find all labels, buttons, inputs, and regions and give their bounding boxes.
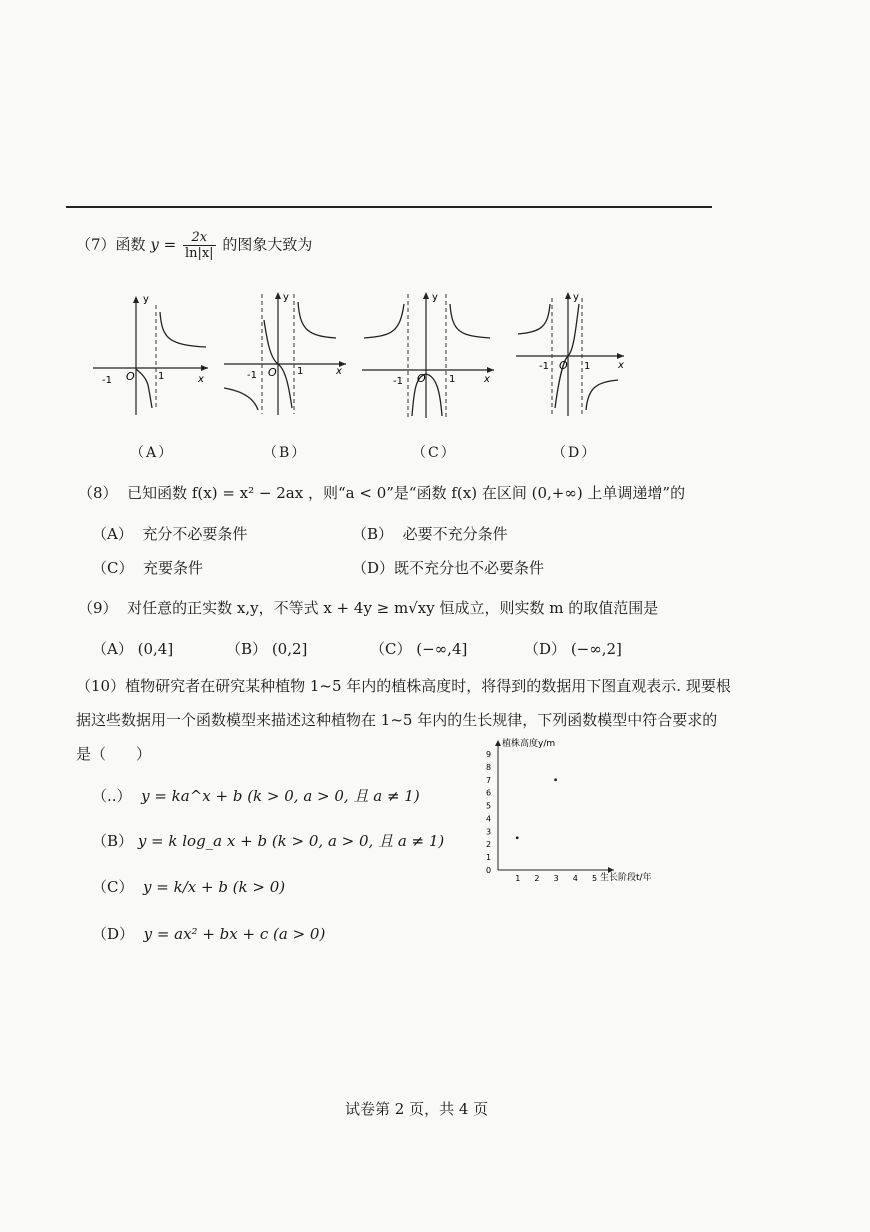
question-8-stem: （8） 已知函数 f(x) = x² − 2ax ，则“a < 0”是“函数 f(x) 在区间 (0,+∞) 上单调递增”的 — [78, 484, 686, 502]
caption-d: （D） — [552, 445, 598, 461]
q10-option-d: （D） y = ax² + bx + c (a > 0) — [92, 925, 326, 943]
q8-option-c: （C） 充要条件 — [92, 559, 204, 577]
chart-point — [554, 778, 557, 781]
caption-a: （A） — [130, 445, 175, 461]
chart-y-tick: 0 — [486, 866, 492, 875]
fraction: $\frac{2x}{\ln|x|}$ — [184, 230, 214, 261]
chart-x-tick: 3 — [553, 874, 559, 883]
graph-d — [512, 290, 632, 420]
svg-text:x: x — [618, 360, 624, 371]
caption-c: （C） — [412, 445, 457, 461]
question-10-line3: 是（ ） — [76, 745, 152, 763]
chart-x-label: 生长阶段t/年 — [600, 873, 652, 883]
x-axis-label: x — [198, 374, 204, 385]
svg-text:1: 1 — [449, 374, 456, 385]
svg-text:1: 1 — [584, 361, 591, 372]
question-7-stem: （7）函数 y = $\frac{2x}{\ln|x|}$ 的图象大致为 — [76, 230, 313, 261]
chart-y-tick: 9 — [486, 750, 492, 759]
chart-point — [516, 836, 519, 839]
chart-y-tick: 5 — [486, 801, 492, 811]
svg-text:O: O — [268, 366, 277, 379]
svg-text:-1: -1 — [102, 375, 112, 386]
graph-b — [222, 290, 352, 415]
chart-y-tick: 1 — [486, 853, 492, 863]
chart-y-tick: 2 — [486, 840, 492, 850]
svg-text:-1: -1 — [247, 370, 257, 381]
q10-option-b: （B） y = k log_a x + b (k > 0, a > 0, 且 a ≠ 1) — [92, 832, 445, 850]
chart-y-tick: 3 — [486, 827, 492, 837]
svg-text:1: 1 — [158, 371, 165, 382]
svg-text:-1: -1 — [393, 376, 403, 387]
graph-c — [360, 290, 500, 420]
chart-x-tick: 2 — [534, 874, 540, 883]
chart-x-tick: 1 — [515, 874, 521, 883]
question-9-stem: （9） 对任意的正实数 x,y，不等式 x + 4y ≥ m√xy 恒成立，则实数 m 的取值范围是 — [78, 599, 659, 617]
q9-option-a: （A） (0,4] — [92, 640, 174, 658]
q8-option-b: （B） 必要不充分条件 — [352, 525, 508, 543]
svg-text:O: O — [559, 359, 568, 372]
y-axis-label: y — [143, 294, 149, 305]
chart-y-label: 植株高度y/m — [502, 739, 556, 749]
header-rule — [66, 206, 712, 208]
svg-text:y: y — [432, 292, 438, 303]
chart-y-tick: 6 — [486, 788, 492, 798]
chart-y-tick: 4 — [486, 814, 492, 824]
question-number: （7） — [76, 235, 116, 254]
svg-text:x: x — [484, 374, 490, 385]
chart-y-tick: 8 — [486, 762, 492, 772]
q9-option-c: （C） (−∞,4] — [370, 640, 468, 658]
q8-option-d: （D）既不充分也不必要条件 — [352, 559, 545, 577]
question-10-line1: （10）植物研究者在研究某种植物 1~5 年内的植株高度时，将得到的数据用下图直观表示. 现要根 — [76, 677, 731, 695]
q10-option-a: （..） y = ka^x + b (k > 0, a > 0, 且 a ≠ 1) — [92, 787, 420, 805]
svg-text:-1: -1 — [539, 361, 549, 372]
chart-y-arrow — [495, 740, 501, 746]
chart-x-tick: 5 — [592, 874, 598, 883]
svg-text:O: O — [126, 370, 135, 383]
q9-option-b: （B） (0,2] — [226, 640, 308, 658]
svg-text:y: y — [573, 292, 579, 303]
q8-option-a: （A） 充分不必要条件 — [92, 525, 248, 543]
svg-text:O: O — [417, 372, 426, 385]
plant-height-chart — [478, 730, 668, 890]
question-10-line2: 据这些数据用一个函数模型来描述这种植物在 1~5 年内的生长规律，下列函数模型中符合要求的 — [76, 711, 718, 729]
svg-text:x: x — [336, 366, 342, 377]
chart-x-tick: 4 — [572, 874, 578, 883]
graph-a — [88, 290, 218, 415]
chart-y-tick: 7 — [486, 775, 492, 785]
page-footer: 试卷第 2 页，共 4 页 — [345, 1100, 489, 1118]
caption-b: （B） — [263, 445, 308, 461]
q10-option-c: （C） y = k/x + b (k > 0) — [92, 878, 286, 896]
svg-text:y: y — [283, 292, 289, 303]
svg-text:1: 1 — [297, 366, 304, 377]
q9-option-d: （D） (−∞,2] — [524, 640, 622, 658]
